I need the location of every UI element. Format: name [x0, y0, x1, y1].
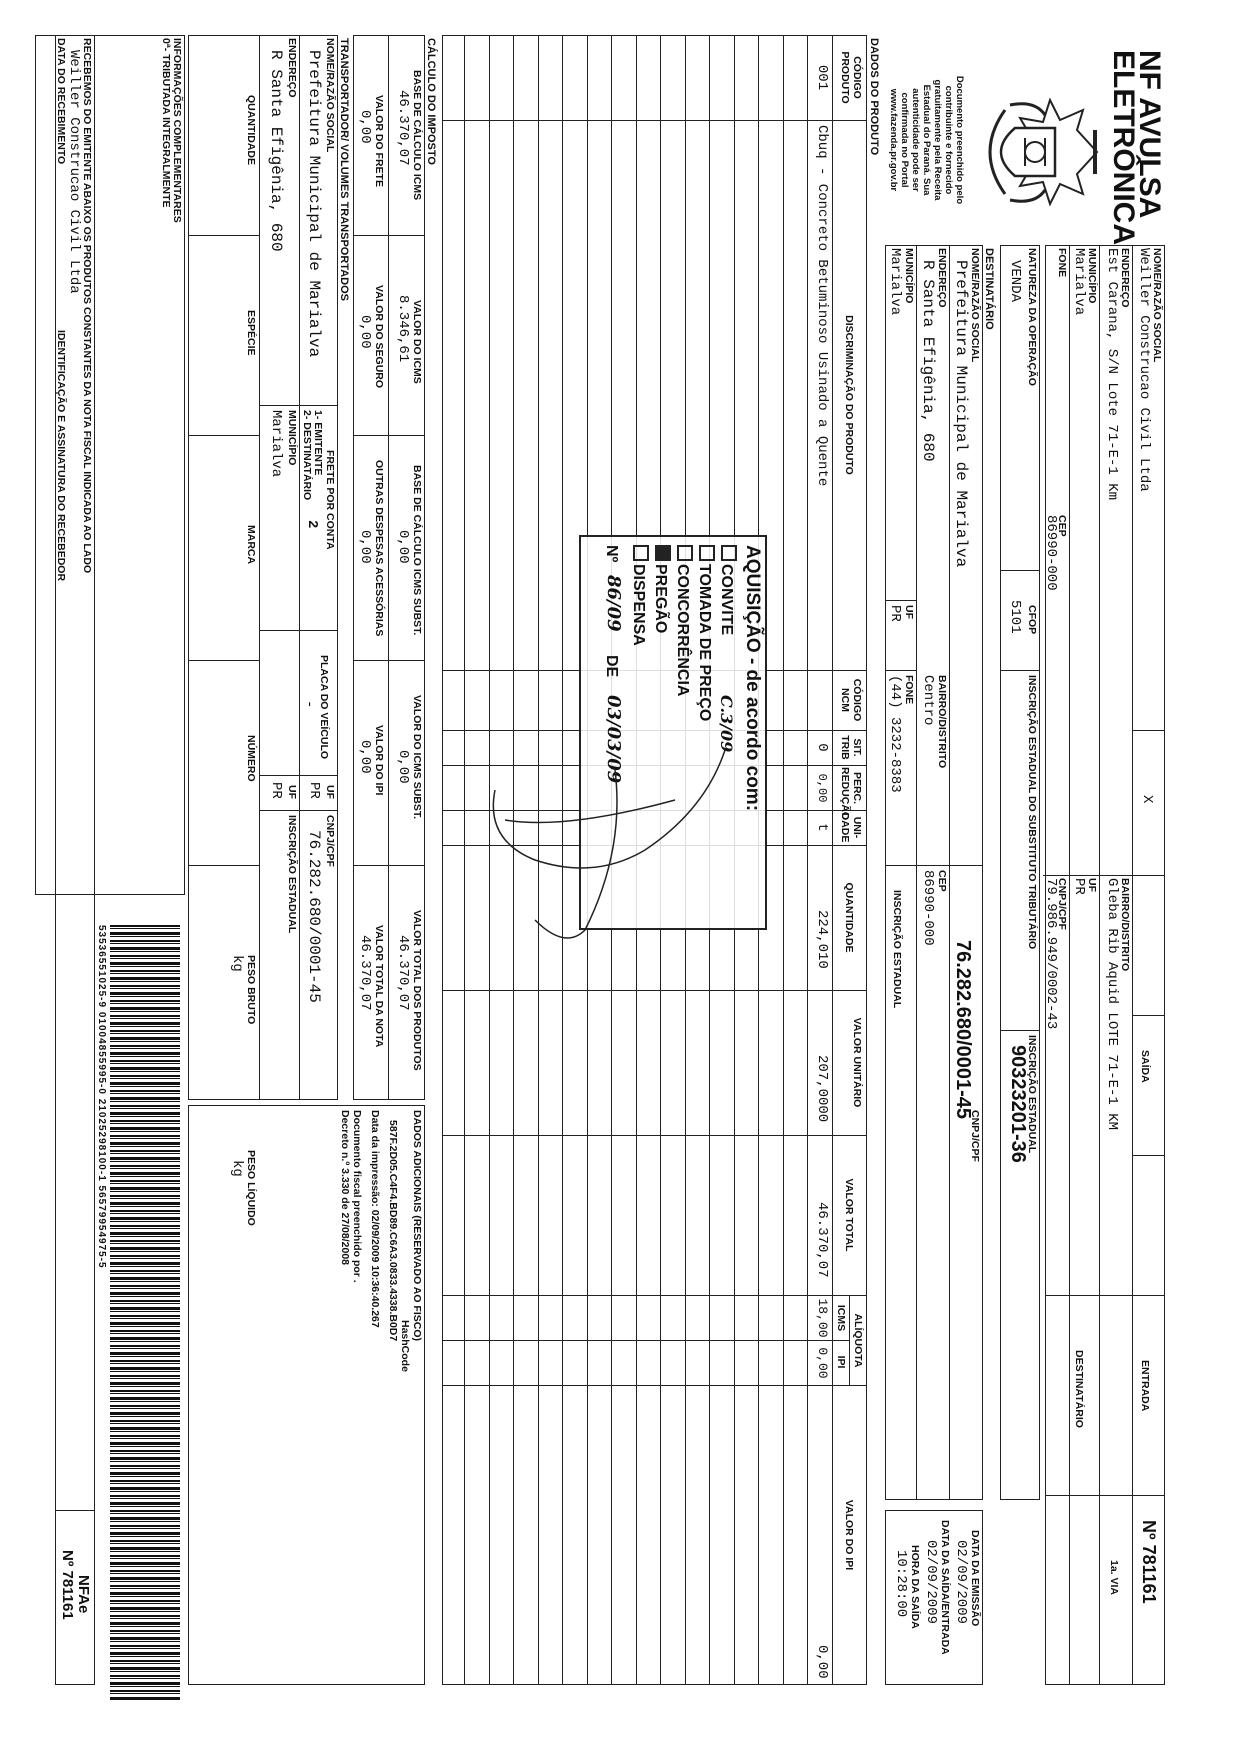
emitente-cep: 86990-000	[1043, 515, 1059, 591]
base-subst: 0,00	[395, 530, 411, 564]
info-label: INFORMAÇÕES COMPLEMENTARES	[171, 38, 183, 223]
recibo-texto: RECEBEMOS DO EMITENTE ABAIXO OS PRODUTOS CONSTANTES DA NOTA FISCAL INDICADA AO LADO	[81, 38, 93, 574]
divider	[442, 1385, 867, 1386]
dest-cnpj-label: CNPJ/CPF	[969, 1110, 981, 1162]
divider	[1133, 1015, 1165, 1016]
divider	[916, 245, 917, 1500]
adicionais-section: DADOS ADICIONAIS (RESERVADO AO FISCO)	[411, 1110, 423, 1342]
item-sit: 0	[814, 743, 830, 752]
col-quantidade: QUANTIDADE	[843, 882, 855, 953]
recibo-data-label: DATA DO RECEBIMENTO	[55, 38, 67, 165]
placa-label: PLACA DO VEÍCULO	[318, 655, 330, 760]
item-total: 46.370,07	[814, 1202, 830, 1278]
saida-data-label: DATA DA SAÍDA/ENTRADA	[939, 1520, 951, 1655]
natureza-label: NATUREZA DA OPERAÇÃO	[1026, 248, 1038, 386]
emitente-nome-label: NOME/RAZÃO SOCIAL	[1151, 248, 1163, 363]
recibo-nome: Weiller Construcao Civil Ltda	[66, 50, 82, 294]
valor-subst-label: VALOR DO ICMS SUBST.	[411, 695, 423, 820]
emitente-cep-label: CEP	[1056, 515, 1068, 537]
col-ncm: CÓDIGO NCM	[839, 678, 863, 722]
option-label: TOMADA DE PREÇO	[696, 564, 713, 722]
stamp-option-concorrencia	[673, 545, 693, 696]
divider	[260, 775, 338, 776]
transp-municipio-label: MUNICÍPIO	[286, 410, 298, 466]
divider	[1000, 1030, 1040, 1031]
total-nota-label: VALOR TOTAL DA NOTA	[373, 925, 385, 1048]
col-valor-ipi: VALOR DO IPI	[843, 1499, 855, 1571]
barcode-icon	[110, 925, 180, 1700]
dest-bairro-label: BAIRRO/DISTRITO	[936, 675, 948, 769]
transp-ie-label: INSCRIÇÃO ESTADUAL	[286, 815, 298, 934]
emitente-municipio: Marialva	[1071, 248, 1087, 316]
item-icms: 18,00	[815, 1298, 830, 1338]
option-label: PREGÃO	[652, 564, 669, 634]
col-total: VALOR TOTAL	[843, 1178, 855, 1252]
saida-data: 02/09/2009	[923, 1540, 939, 1625]
divider	[885, 670, 917, 671]
divider	[885, 600, 917, 601]
stamp-note: C.3/09	[717, 695, 736, 753]
quantidade-label: QUANTIDADE	[245, 95, 257, 165]
coat-of-arms-icon	[970, 90, 1105, 215]
col-codigo: CÓDIGO PRODUTO	[839, 51, 863, 104]
transp-endereco: R Santa Efigênia, 680	[267, 50, 285, 252]
item-codigo: 001	[814, 64, 830, 91]
divider	[259, 35, 260, 1100]
divider	[1133, 875, 1165, 876]
document-note	[888, 40, 965, 240]
stamp-title: AQUISIÇÃO - de acordo com:	[742, 545, 763, 812]
ipi-label: VALOR DO IPI	[373, 725, 385, 796]
col-perc: PERC. REDUÇÃO	[839, 767, 863, 821]
col-icms: ICMS	[835, 1304, 847, 1332]
title-line2: ELETRÔNICA	[1107, 50, 1140, 245]
option-label: CONCORRÊNCIA	[674, 564, 691, 697]
seguro-label: VALOR DO SEGURO	[373, 285, 385, 389]
col-unidade: UNI- DADE	[839, 812, 863, 843]
total-produtos-label: VALOR TOTAL DOS PRODUTOS	[411, 910, 423, 1071]
divider	[188, 435, 260, 436]
cfop: 5101	[1007, 600, 1023, 634]
hora-label: HORA DA SAÍDA	[909, 1545, 921, 1629]
outras-label: OUTRAS DESPESAS ACESSÓRIAS	[373, 460, 385, 637]
nf-avulsa-document	[55, 30, 1165, 1710]
recibo-assinatura-label: IDENTIFICAÇÃO E ASSINATURA DO RECEBEDOR	[55, 330, 67, 582]
emitente-fone-label: FONE	[1056, 248, 1068, 278]
note-line: confirmada no Portal	[899, 92, 910, 188]
divider	[388, 35, 389, 1100]
dest-endereco-label: ENDEREÇO	[936, 248, 948, 308]
dest-cep-label: CEP	[936, 870, 948, 892]
checkbox-icon	[721, 545, 737, 561]
divider	[442, 1340, 850, 1341]
marca-label: MARCA	[245, 525, 257, 565]
transp-nome: Prefeitura Municipal de Marialva	[305, 50, 323, 358]
dest-fone: (44) 3232-8383	[887, 675, 903, 793]
divider	[885, 865, 983, 866]
checkbox-icon	[699, 545, 715, 561]
ipi: 0,00	[357, 740, 373, 774]
dest-municipio-label: MUNICÍPIO	[903, 248, 915, 304]
emitente-cnpj: 79.986.949/0002-43	[1043, 878, 1059, 1030]
document-number: Nº 781161	[1139, 1520, 1159, 1604]
divider	[353, 235, 425, 236]
transportador-section: TRANSPORTADOR/ VOLUMES TRANSPORTADOS	[338, 38, 350, 301]
info: 0ª- TRIBUTADA INTEGRALMENTE	[160, 38, 172, 208]
transp-municipio: Marialva	[268, 410, 284, 478]
divider	[1132, 245, 1133, 1685]
peso-bruto: kg	[229, 955, 245, 972]
dest-municipio: Marialva	[887, 248, 903, 316]
emitente-bairro-label: BAIRRO/DISTRITO	[1119, 878, 1131, 972]
item-valor-ipi: 0,00	[814, 1645, 830, 1679]
frete-conta-label: FRETE POR CONTA	[324, 450, 336, 550]
frete: 0,00	[357, 110, 373, 144]
stamp-option-dispensa	[629, 545, 649, 646]
divider	[353, 660, 425, 661]
cfop-label: CFOP	[1026, 605, 1038, 635]
note-line: autenticidade pode ser	[910, 88, 921, 192]
col-aliquota: ALÍQUOTA	[852, 1313, 864, 1368]
nfae-label: NFAe	[75, 1575, 92, 1614]
divider	[442, 1135, 867, 1136]
col-unitario: VALOR UNITÁRIO	[851, 1017, 863, 1108]
dest-ie-label: INSCRIÇÃO ESTADUAL	[891, 890, 903, 1009]
checkbox-icon	[677, 545, 693, 561]
emitente-ie: 90323201-36	[1007, 1045, 1029, 1163]
divider	[1099, 245, 1100, 1685]
dest-fone-label: FONE	[903, 675, 915, 705]
via-label: 1a. VIA	[1108, 1560, 1120, 1596]
frete-opt1: 1- EMITENTE	[312, 410, 324, 476]
transp-nome-label: NOME/RAZÃO SOCIAL	[324, 38, 336, 153]
total-produtos: 46.370,07	[395, 935, 411, 1011]
stamp-option-pregao	[651, 545, 671, 633]
divider	[299, 35, 300, 1100]
divider	[949, 245, 950, 1500]
transp-uf-label: UF	[324, 785, 336, 799]
recibo-numero: Nº 781161	[59, 1550, 76, 1620]
frete-label: VALOR DO FRETE	[373, 95, 385, 187]
numero-label: NÚMERO	[245, 735, 257, 782]
divider	[832, 35, 833, 1685]
stamp-numero-label: Nº	[603, 545, 620, 563]
emitente-bairro: Gleba Rib Aquid LOTE 71-E-1 KM	[1104, 878, 1120, 1131]
item-perc: 0,00	[815, 773, 829, 803]
divider	[1000, 570, 1040, 571]
dest-bairro: Centro	[920, 675, 936, 726]
divider	[188, 235, 260, 236]
emitente-municipio-label: MUNICÍPIO	[1086, 248, 1098, 304]
outras: 0,00	[357, 530, 373, 564]
stamp-data: 03/03/09	[603, 695, 624, 784]
divider	[260, 405, 338, 406]
dest-nome-label: NOME/RAZÃO SOCIAL	[969, 248, 981, 363]
note-line: Documento preenchido pelo	[954, 75, 965, 205]
emitente-uf: PR	[1071, 878, 1087, 895]
hash: 587F.2D05.C4F4.BD89.C6A3.0833.4338.B0D7	[387, 1120, 399, 1342]
dest-nome: Prefeitura Municipal de Marialva	[952, 260, 970, 568]
especie-label: ESPÉCIE	[245, 310, 257, 356]
valor-icms: 8.346,61	[395, 295, 411, 363]
transp-endereco-label: ENDEREÇO	[286, 38, 298, 98]
item-quantidade: 224,010	[814, 910, 830, 969]
base-icms-label: BASE DE CÁLCULO ICMS	[411, 70, 423, 201]
table-row-line	[807, 35, 808, 1685]
divider	[1045, 1295, 1165, 1296]
natureza: VENDA	[1007, 260, 1023, 303]
impressao: Data da impressão: 02/09/2009 10:36:40.267	[369, 1110, 381, 1328]
divider	[353, 435, 425, 436]
dest-cnpj: 76.282.680/0001-45	[952, 940, 974, 1120]
divider	[1043, 875, 1133, 876]
hash-label: HashCode	[399, 1320, 411, 1372]
saida-mark: X	[1139, 795, 1155, 804]
col-ipi: IPI	[835, 1355, 847, 1369]
emissao: 02/09/2009	[953, 1540, 969, 1625]
divider	[442, 990, 867, 991]
dest-uf-label: UF	[903, 605, 915, 619]
option-label: DISPENSA	[630, 564, 647, 646]
col-descricao: DISCRIMINAÇÃO DO PRODUTO	[843, 315, 855, 475]
destinatario-label: DESTINATÁRIO	[1073, 1350, 1085, 1428]
hora: 10:28:00	[893, 1550, 909, 1618]
emitente-cnpj-label: CNPJ/CPF	[1056, 878, 1068, 930]
decreto2: Decreto n.º 3.330 de 27/08/2008	[339, 1110, 351, 1266]
transp-uf2: PR	[268, 782, 284, 799]
emitente-endereco-label: ENDEREÇO	[1119, 248, 1131, 308]
divider	[442, 120, 867, 121]
checkbox-icon	[655, 545, 671, 561]
transp-cnpj-label: CNPJ/CPF	[324, 815, 336, 867]
stamp-de-label: DE	[603, 655, 620, 678]
table-row-line	[783, 35, 784, 1685]
total-nota: 46.370,07	[357, 935, 373, 1011]
title-line1: NF AVULSA	[1133, 50, 1166, 219]
ie-subst-label: INSCRIÇÃO ESTADUAL DO SUBSTITUTO TRIBUTÁRIO	[1026, 675, 1038, 950]
barcode-text: 53536551025-9 01004855995-0 21025298100-1 56579954975-5	[96, 925, 107, 1269]
frete-conta: 2	[304, 520, 320, 529]
imposto-section: CÁLCULO DO IMPOSTO	[425, 38, 437, 165]
divider	[260, 630, 338, 631]
valor-subst: 0,00	[395, 750, 411, 784]
destinatario-section: DESTINATÁRIO	[983, 248, 995, 330]
emitente-endereco: Est Carana, S/N Lote 71-E-1 Km	[1104, 248, 1120, 501]
item-unidade: t	[814, 823, 830, 832]
divider	[1045, 1495, 1165, 1496]
emitente-ie-label: INSCRIÇÃO ESTADUAL	[1026, 1035, 1038, 1154]
peso-liquido: kg	[229, 1160, 245, 1177]
divider	[188, 865, 260, 866]
peso-bruto-label: PESO BRUTO	[245, 955, 257, 1025]
peso-liquido-label: PESO LÍQUIDO	[245, 1150, 257, 1226]
base-icms: 46.370,07	[395, 90, 411, 166]
emitente-uf-label: UF	[1086, 878, 1098, 892]
produtos-section: DADOS DO PRODUTO	[868, 38, 880, 156]
divider	[1133, 730, 1165, 731]
note-line: Estadual do Paraná. Sua	[921, 84, 932, 196]
note-line: gratuitamente pela Receita	[932, 79, 943, 201]
col-sit: SIT. TRIB	[839, 735, 863, 760]
entrada-label: ENTRADA	[1139, 1360, 1151, 1412]
signature-icon	[465, 730, 765, 960]
decreto1: Documento fiscal preenchido por .	[351, 1110, 363, 1283]
item-descricao: Cbuq - Concreto Betuminoso Usinado a Quente	[814, 125, 830, 487]
divider	[849, 1295, 850, 1385]
note-line: www.fazenda.pr.gov.br	[888, 88, 899, 192]
item-unitario: 207,0000	[814, 1055, 830, 1123]
stamp-option-convite	[717, 545, 737, 635]
transp-cnpj: 76.282.680/0001-45	[305, 830, 323, 1003]
divider	[353, 865, 425, 866]
saida-label: SAÍDA	[1139, 1050, 1151, 1083]
divider	[1000, 670, 1040, 671]
transp-uf: PR	[306, 782, 322, 799]
stamp-numero: 86/09	[603, 575, 624, 632]
seguro: 0,00	[357, 315, 373, 349]
option-label: CONVITE	[718, 564, 735, 636]
checkbox-icon	[633, 545, 649, 561]
divider	[55, 1510, 95, 1511]
placa: -	[301, 700, 317, 709]
dest-cep: 86990-000	[920, 870, 936, 946]
stamp-option-tomada	[695, 545, 715, 721]
frete-opt2: 2- DESTINATÁRIO	[301, 410, 313, 501]
divider	[188, 660, 260, 661]
divider	[442, 1295, 867, 1296]
dest-endereco: R Santa Efigênia, 680	[919, 260, 937, 462]
item-ipi: 0,00	[815, 1347, 830, 1379]
emitente-nome: Weiller Construcao Civil Ltda	[1136, 248, 1152, 492]
emissao-label: DATA DA EMISSÃO	[969, 1530, 981, 1627]
dest-uf: PR	[887, 605, 903, 622]
transp-uf2-label: UF	[286, 785, 298, 799]
divider	[1133, 1155, 1165, 1156]
divider	[1069, 245, 1070, 1685]
base-subst-label: BASE DE CÁLCULO ICMS SUBST.	[411, 465, 423, 636]
valor-icms-label: VALOR DO ICMS	[411, 300, 423, 384]
note-line: contribuinte e fornecido	[943, 85, 954, 195]
divider	[260, 810, 338, 811]
